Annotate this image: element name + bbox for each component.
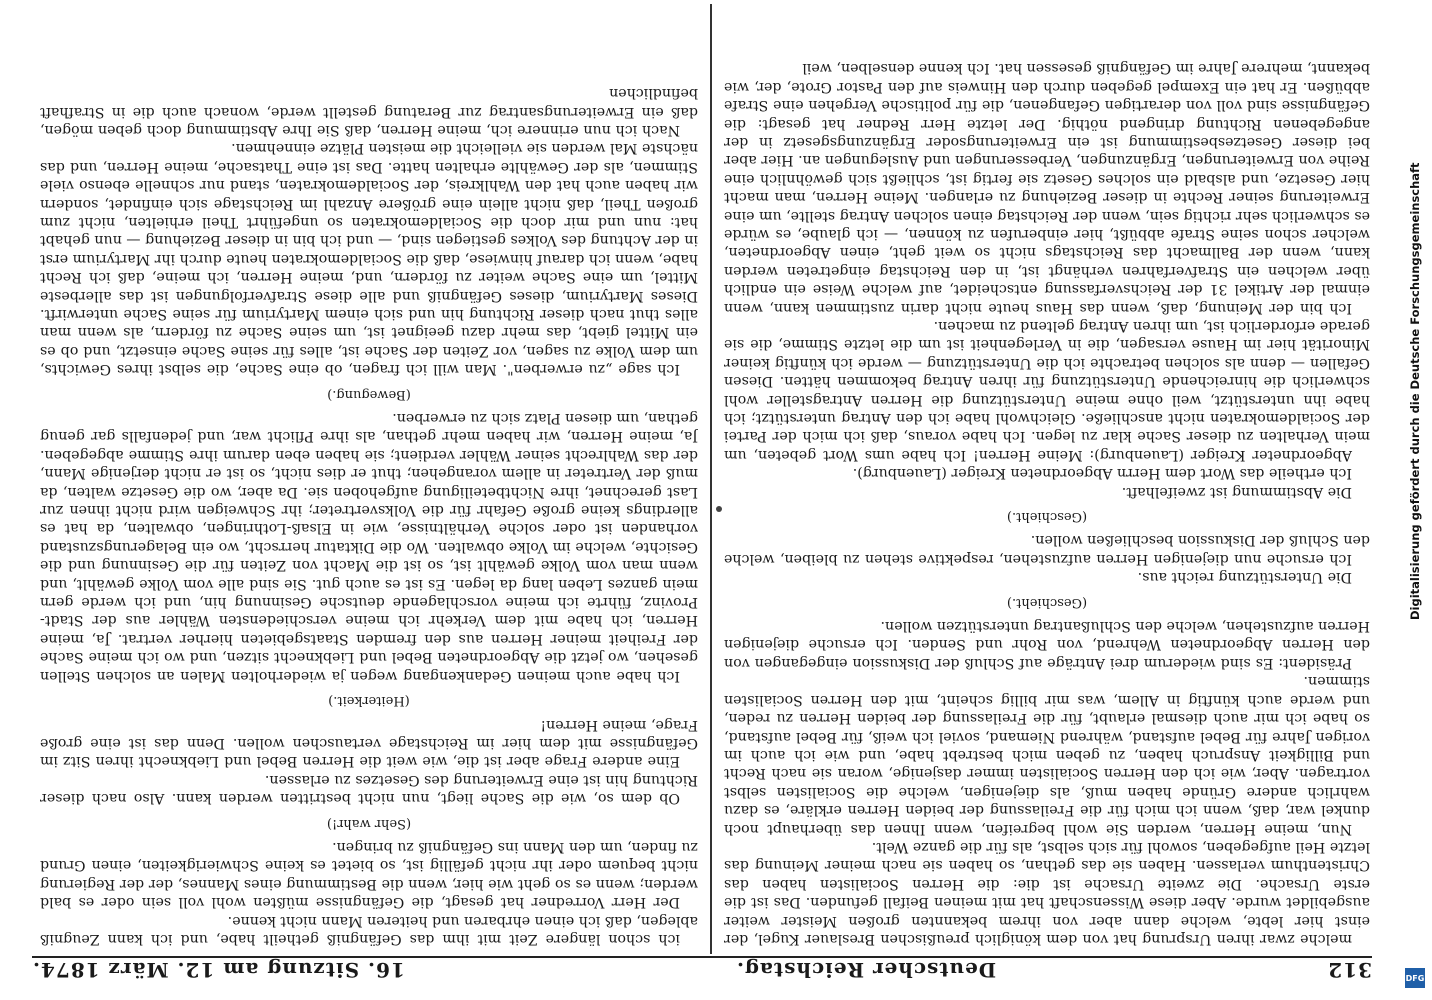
paragraph: Die Unterstützung reicht aus. xyxy=(1137,569,1352,586)
paragraph: Ich sage „zu erwerben". Man will ich fragen, ob eine Sache, die selbst ihres Gewichts, um dem Volke zu sagen, vor Zeiten der Sache ist, alles für seine Sache einsetzt, und ob es ein Mittel giebt, das mehr dazu geeignet ist, um seine Sache zu fördern, als wenn man alles thut nach dieser Richtung hin und sich einem Martyrium für seine Sache unterwirft. Dieses Martyrium, dieses Gefängniß und alle diese Strafverfolgungen ist das allerbeste Mittel, um eine Sache weiter zu fördern, und, meine Herren, ich meine, daß ich Recht habe, wenn ich darauf hinwiese, daß die Socialdemokraten heute durch ihr Martyrium erst in der Achtung des Volkes gestiegen sind, — und ich bin in dieser Beziehung — nun gehabt hat: nun und mir doch die Socialdemokraten so ungeführt Theil erhielten, nicht zum großen Theil, daß nicht allein eine größere Anzahl im Reichstage sich einfindet, sondern wir haben auch hat den Wahlkreis, der Socialdemokraten, stand nur schnelle ebenso viele Stimmen, als der Gewählte erhalten hatte. Das ist eine Thatsache, meine Herren, und das nächste Mal werden sie vielleicht die meisten Plätze einnehmen. xyxy=(40,140,698,378)
paragraph: Nach ich nun erinnere ich, meine Herren, daß Sie Ihre Abstimmung doch geben mögen, daß ein Erweiterungsantrag zur Beratung gestellt werde, wonach auch die in Strafhaft befindlichen xyxy=(40,85,698,138)
paragraph: ich schon längere Zeit mit ihm das Gefängniß getheilt habe, und ich kann Zeugniß ablegen, daß ich einen ehrbaren und heiteren Mann nicht kenne. xyxy=(40,912,698,947)
session-line: 16. Sitzung am 12. März 1874. xyxy=(32,958,405,982)
paragraph: Präsident: Es sind wiederum drei Anträge auf Schluß der Diskussion eingegangen von den Herren Abgeordneten Wehrend, von Rohr und Senden. Ich ersuche diejenigen Herren aufzustehen, welche den Schlußantrag unterstützen wollen. xyxy=(724,618,1370,671)
stage-direction: (Sehr wahr!) xyxy=(326,815,412,831)
page-number: 312 xyxy=(1327,958,1372,982)
left-column xyxy=(724,18,1370,948)
center-binding-mark xyxy=(716,506,722,512)
paragraph: Nun, meine Herren, werden Sie wohl begreifen, wenn Ihnen das überhaupt noch dunkel war, daß, wenn ich mich für die Freilassung der beiden Herren erkläre, es dazu wahrlich andere Gründe haben muß, als diejenigen, welche die Socialisten selbst vortragen. Aber, wie ich den Herren Socialisten immer dasjenige, woran sie nach Recht und Billigkeit Anspruch haben, zu geben mich bestrebt habe, und wie ich auch im vorigen Jahre für Bebel aufstand, während Niemand, soviel ich weiß, für Bebel aufstand, so habe ich mir auch diesmal erlaubt, für die Freilassung der beiden Herren zu reden, und werde auch künftig in Allem, was mir billig scheint, mit den Herren Socialisten stimmen. xyxy=(724,673,1370,837)
funding-notice: Digitalisierung gefördert durch die Deutsche Forschungsgemeinschaft xyxy=(1408,162,1422,620)
paragraph: Ob dem so, wie die Sache liegt, nun nicht bestritten werden kann. Also nach dieser Richtung hin ist eine Erweiterung des Gesetzes zu erlassen. xyxy=(40,771,698,807)
paragraph: Ich ersuche nun diejenigen Herren aufzustehen, respektive stehen zu bleiben, welche den Schluß der Diskussion beschließen wollen. xyxy=(724,532,1370,567)
stage-direction: (Bewegung.) xyxy=(327,386,411,402)
column-divider xyxy=(710,4,712,954)
paragraph: Ich bin der Meinung, daß, wenn das Haus heute nicht darin zustimmen kann, wenn einmal der Artikel 31 der Reichsverfassung entscheidet, auf welche Weise ein endlich über welchen ein Strafverfahren verhängt ist, in den Reichstag eingetreten werden kann, wenn der Ballmacht das Reichstags nicht so weit geht, einen Abgeordneten, welcher schon seine Strafe abbüßt, hier einberufen zu können, — ich glaube, es würde es schwerlich sehr richtig sein, wenn der Reichstag einen solchen Antrag stellte, um eine Erweiterung seiner Rechte in dieser Beziehung zu erlangen. Meine Herren, man macht hier Gesetze, und alsbald ein solches Gesetz sie fertig ist, schließt sich gewöhnlich eine Reihe von Erweiterungen, Ergänzungen, Verbesserungen und Auslegungen an. Hier aber bei dieser Gesetzesbestimmung ist ein Erweiterungsoder Ergänzungsgesetz in der angegebenen Richtung dringend nöthig. Der letzte Herr Redner hat gesagt: die Gefängnisse sind voll von derartigen Gefangenen, die für politische Vergehen eine Strafe abbüßen. Er hat ein Exempel gegeben durch den Hinweis auf den Pastor Grote, der, wie bekannt, mehrere Jahre im Gefängniß gesessen hat. Ich kenne denselben, weil xyxy=(724,60,1370,316)
paragraph: Abgeordneter Kreiger (Lauenburg): Meine Herren! Ich habe ums Wort gebeten, um mein Verhalten zu dieser Sache klar zu legen. Ich habe voraus, daß ich mich der Partei der Socialdemokraten nicht anschließe. Gleichwohl habe ich den Antrag unterstützt; ich habe ihn unterstützt, weil ohne meine Unterstützung die Herren Antragsteller wohl schwerlich die hinreichende Unterstützung für ihren Antrag bekommen hätten. Diesen Gefallen — denn als solchen betrachte ich die Unterstützung — werde ich künftig keiner Minorität hier im Hause versagen, die in Verlegenheit ist um die letzte Stimme, die sie gerade erforderlich ist, um ihren Antrag geltend zu machen. xyxy=(724,318,1370,463)
page-header xyxy=(32,956,1372,992)
right-column xyxy=(40,18,698,948)
stage-direction: (Heiterkeit.) xyxy=(328,693,410,709)
stage-direction: (Geschieht.) xyxy=(1006,594,1088,610)
paragraph: Ich habe auch meinen Gedankengang wegen ja wiederholten Malen an solchen Stellen gesehen, wo jetzt die Abgeordneten Bebel und Liebknecht sitzen, und wo ich meine Sache der Freiheit meiner Herren aus den fremden Staatsgebieten hierher vertrat. Ja, meine Herren, ich habe mit dem Verkehr ich meine verschiedensten Wähler aus der Stadt-Provinz, führte ich meine vorschlagende deutsche Gesinnung hin, und ich werde gern mein ganzes Leben lang da legen. Es ist es auch gut. Sie sind alle vom Volke gewählt, und wenn man vom Volke gewählt ist, so ist die Macht von Zeiten für die Gesinnung und die Gesichte, welche im Volke obwalten. Wo die Diktatur herrscht, wo ein Belagerungszustand vorhanden ist oder solche Verhältnisse, wie in Elsaß-Lothringen, obwalten, da hat es allerdings keine große Gefahr für die Volksvertreter; ihr Schweigen wird nicht ihnen zur Last gerechnet, ihre Nichtbeteiligung aufgehoben sie. Da aber, wo die Gesetze walten, da muß der Vertreter in allem vorangehen; thut er dies nicht, so ist er nicht derjenige Mann, der das Wahlrecht seiner Wähler verdient; sie haben eben darum ihre Stimme abgegeben. Ja, meine Herren, wir haben mehr gethan, als ihre Pflicht war, und jedenfalls gar genug gethan, um diesen Platz sich zu erwerben. xyxy=(40,410,698,684)
paragraph: melche zwar ihren Ursprung hat von dem königlich preußischen Breslauer Kugel, der einst hier lebte, welche dann aber von ihrem bekannten großen Meister weiter ausgebildet wurde. Aber diese Wissenschaft hat mit meinen Beifall gefunden. Das ist die erste Ursache. Die zweite Ursache ist die: die Herren Socialisten haben das Christenthum verlassen. Haben sie das gethan, so haben sie nach meiner Meinung das letzte Heil aufgegeben, sowohl für sich selbst, als für die ganze Welt. xyxy=(724,838,1370,947)
paragraph: Der Herr Vorredner hat gesagt, die Gefängnisse müßten wohl voll sein oder es bald werden; wenn es so geht wie hier, wenn die Bestimmung eines Mannes, der der Regierung nicht bequem oder ihr nicht gefällig ist, so bietet es keine Schwierigkeiten, einen Grund zu finden, um den Mann ins Gefängniß zu bringen. xyxy=(40,838,698,911)
paragraph: Ich ertheile das Wort dem Herrn Abgeordneten Kreiger (Lauenburg). xyxy=(852,465,1352,482)
paragraph: Die Abstimmung ist zweifelhaft. xyxy=(1121,483,1352,500)
page-title: Deutscher Reichstag. xyxy=(736,958,997,982)
dfg-logo: DFG xyxy=(1405,968,1425,988)
stage-direction: (Geschieht.) xyxy=(1006,509,1088,525)
paragraph: Eine andere Frage aber ist die, wie weit die Herren Bebel und Liebknecht ihren Sitz im Gefängnisse mit dem hier im Reichstage vertauschen wollen. Denn das ist eine große Frage, meine Herren! xyxy=(40,716,698,770)
